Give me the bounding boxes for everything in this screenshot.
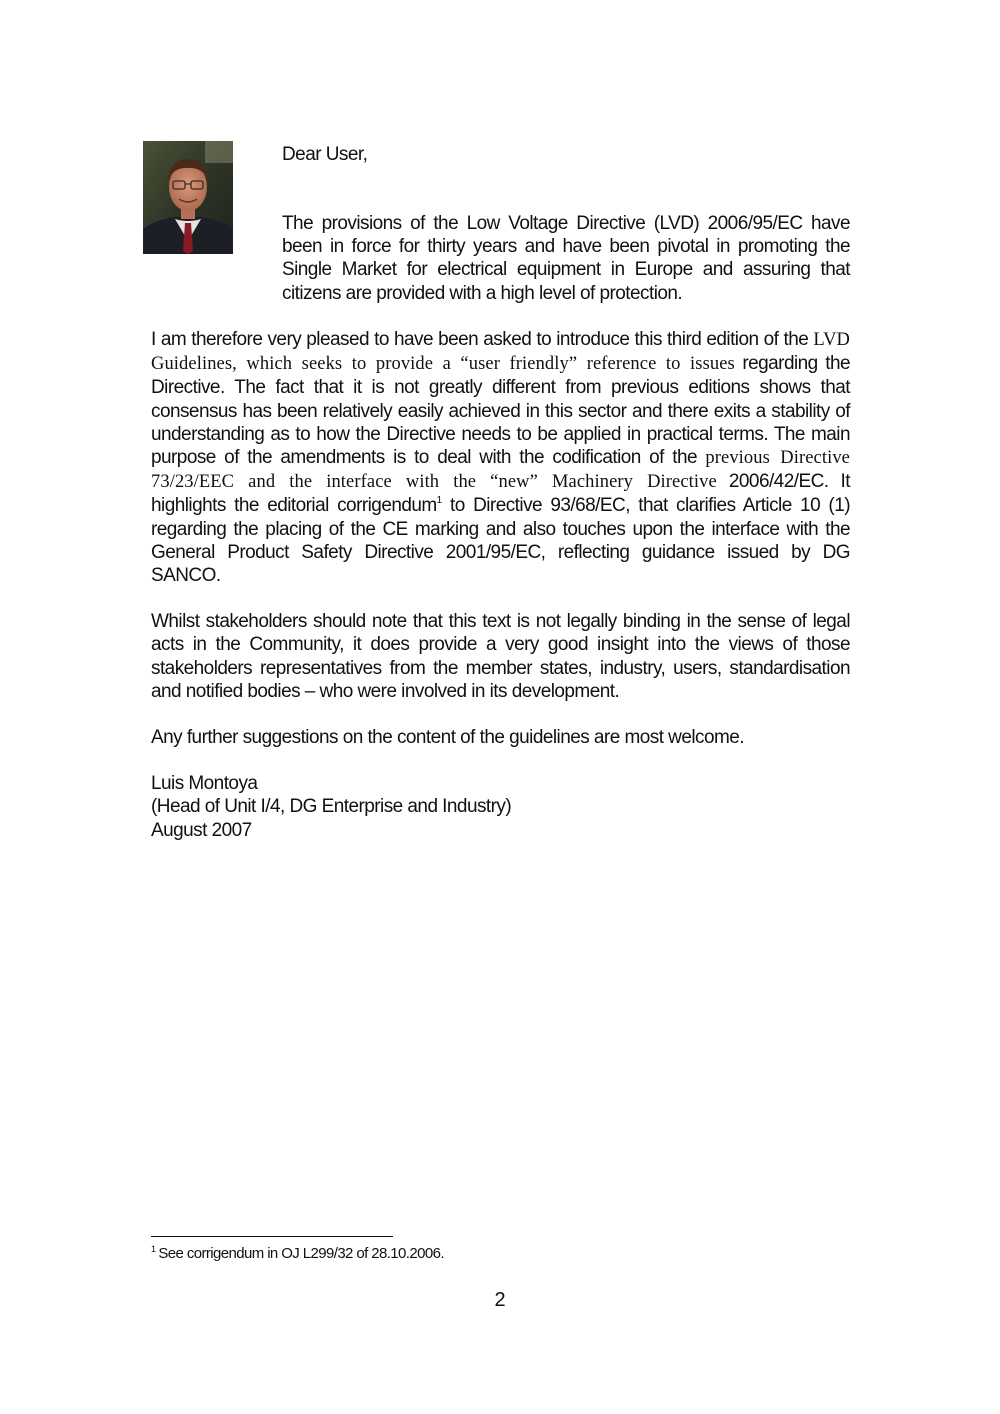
portrait-illustration [143, 141, 233, 254]
page-number: 2 [494, 1289, 506, 1311]
footnote-number: 1 [151, 1244, 156, 1254]
footnote-separator [151, 1236, 393, 1237]
paragraph-third-edition [151, 328, 850, 587]
letter-body [151, 328, 850, 865]
paragraph-2-part-2: LVD Guidelines, which seeks to provide a “user friendly” reference to issues [151, 330, 850, 375]
signatory-name: Luis Montoya [151, 773, 258, 795]
paragraph-2-part-3: regarding the Directive. The fact that it is not greatly different from previous editions shows that consensus has been relatively easily achieved in this sector and there exits a stability of understanding as to how the Directive needs to be applied in practical terms. The main purpose of the amendments is to deal with the codification of the [151, 353, 850, 469]
footnote-text: See corrigendum in OJ L299/32 of 28.10.2006. [158, 1245, 444, 1262]
paragraph-stakeholders: Whilst stakeholders should note that this text is not legally binding in the sense of legal acts in the Community, it does provide a very good insight into the views of those stakeholders representatives from the member states, industry, users, standardisation and notified bodies – who were involved in its development. [151, 611, 850, 702]
signatory-role: (Head of Unit I/4, DG Enterprise and Industry) [151, 796, 512, 818]
author-portrait-photo [143, 141, 233, 254]
paragraph-2-part-5: 2006/42/EC. It highlights the editorial corrigendum [151, 471, 850, 517]
letter-greeting: Dear User, [282, 144, 368, 165]
intro-paragraph: The provisions of the Low Voltage Directive (LVD) 2006/95/EC have been in force for thirty years and have been pivotal in promoting the Single Market for electrical equipment in Europe and assuring that citizens are provided with a high level of protection. [282, 213, 850, 304]
signature-block [151, 772, 850, 842]
paragraph-2-part-4: previous Directive 73/23/EEC and the interface with the “new” Machinery Directive [151, 448, 850, 493]
footnote-reference: 1 [436, 495, 442, 507]
footnote [151, 1245, 444, 1263]
paragraph-2-part-1: I am therefore very pleased to have been asked to introduce this third edition of the [151, 329, 809, 350]
paragraph-2-part-6: to Directive 93/68/EC, that clarifies Article 10 (1) regarding the placing of the CE marking and also touches upon the interface with the General Product Safety Directive 2001/95/EC, reflecting guidance issued by DG SANCO. [151, 495, 850, 587]
letter-date: August 2007 [151, 819, 252, 841]
paragraph-suggestions: Any further suggestions on the content of the guidelines are most welcome. [151, 727, 744, 749]
